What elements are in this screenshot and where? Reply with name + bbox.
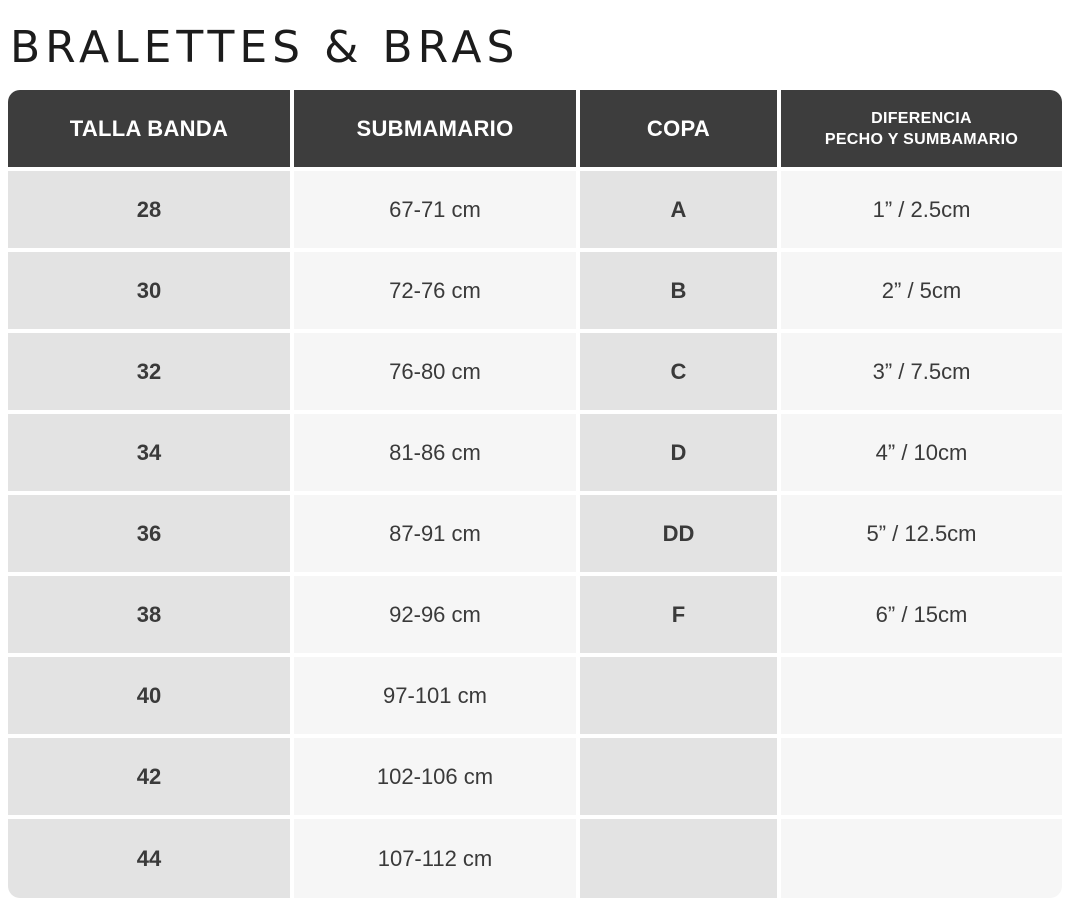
size-table <box>8 90 1062 898</box>
underbust-cell: 81-86 cm <box>294 414 576 491</box>
cup-cell: DD <box>580 495 777 572</box>
header-difference-line2: PECHO Y SUMBAMARIO <box>824 130 1019 148</box>
column-underbust <box>294 90 576 898</box>
band-size-cell: 38 <box>8 576 290 653</box>
cup-cell <box>580 738 777 815</box>
column-difference <box>781 90 1062 898</box>
difference-cell <box>781 819 1062 898</box>
cup-cell: C <box>580 333 777 410</box>
column-cup <box>580 90 777 898</box>
difference-cell <box>781 657 1062 734</box>
underbust-cell: 67-71 cm <box>294 171 576 248</box>
underbust-cell: 72-76 cm <box>294 252 576 329</box>
difference-cell: 4” / 10cm <box>781 414 1062 491</box>
band-size-cell: 42 <box>8 738 290 815</box>
header-band-size: TALLA BANDA <box>8 90 290 167</box>
cup-cell <box>580 657 777 734</box>
header-cup: COPA <box>580 90 777 167</box>
cup-cell: D <box>580 414 777 491</box>
underbust-cell: 92-96 cm <box>294 576 576 653</box>
underbust-cell: 107-112 cm <box>294 819 576 898</box>
header-underbust: SUBMAMARIO <box>294 90 576 167</box>
difference-cell: 6” / 15cm <box>781 576 1062 653</box>
cup-cell: A <box>580 171 777 248</box>
column-band-size <box>8 90 290 898</box>
underbust-cell: 87-91 cm <box>294 495 576 572</box>
page-title: BRALETTES & BRAS <box>10 22 520 73</box>
band-size-cell: 32 <box>8 333 290 410</box>
band-size-cell: 28 <box>8 171 290 248</box>
underbust-cell: 102-106 cm <box>294 738 576 815</box>
cup-cell: F <box>580 576 777 653</box>
band-size-cell: 44 <box>8 819 290 898</box>
header-difference-line1: DIFERENCIA <box>871 109 972 127</box>
cup-cell <box>580 819 777 898</box>
band-size-cell: 30 <box>8 252 290 329</box>
underbust-cell: 76-80 cm <box>294 333 576 410</box>
band-size-cell: 36 <box>8 495 290 572</box>
header-difference <box>781 90 1062 167</box>
cup-cell: B <box>580 252 777 329</box>
difference-cell: 2” / 5cm <box>781 252 1062 329</box>
difference-cell: 1” / 2.5cm <box>781 171 1062 248</box>
band-size-cell: 40 <box>8 657 290 734</box>
underbust-cell: 97-101 cm <box>294 657 576 734</box>
difference-cell: 5” / 12.5cm <box>781 495 1062 572</box>
difference-cell: 3” / 7.5cm <box>781 333 1062 410</box>
difference-cell <box>781 738 1062 815</box>
band-size-cell: 34 <box>8 414 290 491</box>
